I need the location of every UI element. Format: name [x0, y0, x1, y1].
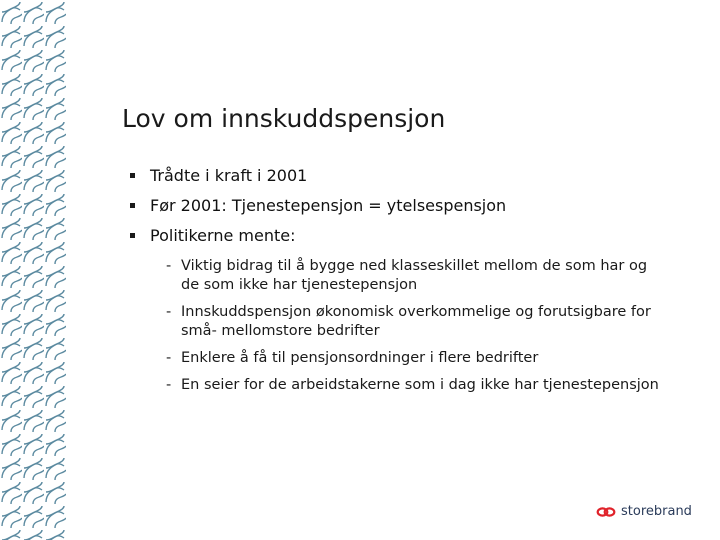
- sub-bullet-text: Viktig bidrag til å bygge ned klasseskillet mellom de som har og de som ikke har tjenestepensjon: [181, 258, 648, 293]
- sub-bullet-text: En seier for de arbeidstakerne som i dag ikke har tjenestepensjon: [181, 377, 659, 393]
- sub-bullet-item: [166, 376, 666, 395]
- bullet-item: [130, 166, 690, 186]
- bullet-text: Før 2001: Tjenestepensjon = ytelsespensjon: [150, 196, 507, 215]
- bullet-item: [130, 226, 690, 246]
- storebrand-logo: [596, 504, 692, 519]
- square-bullet-icon: [130, 233, 135, 238]
- sub-bullet-item: [166, 257, 666, 295]
- bullet-text: Politikerne mente:: [150, 226, 296, 245]
- storebrand-chain-icon: [596, 506, 616, 518]
- dash-bullet-icon: -: [166, 350, 172, 366]
- sub-bullet-text: Innskuddspensjon økonomisk overkommelige og forutsigbare for små- mellomstore bedrifter: [181, 304, 651, 339]
- sub-bullet-text: Enklere å få til pensjonsordninger i flere bedrifter: [181, 350, 539, 366]
- bullet-list: [130, 166, 690, 256]
- bullet-text: Trådte i kraft i 2001: [150, 166, 308, 185]
- sub-bullet-list: [166, 257, 666, 403]
- square-bullet-icon: [130, 203, 135, 208]
- bullet-item: [130, 196, 690, 216]
- dash-bullet-icon: -: [166, 304, 172, 320]
- logo-text: storebrand: [621, 504, 692, 519]
- sub-bullet-item: [166, 303, 666, 341]
- dash-bullet-icon: -: [166, 377, 172, 393]
- sub-bullet-item: [166, 349, 666, 368]
- square-bullet-icon: [130, 173, 135, 178]
- slide-title: Lov om innskuddspensjon: [122, 104, 446, 133]
- dash-bullet-icon: -: [166, 258, 172, 274]
- decorative-pattern: [0, 0, 66, 540]
